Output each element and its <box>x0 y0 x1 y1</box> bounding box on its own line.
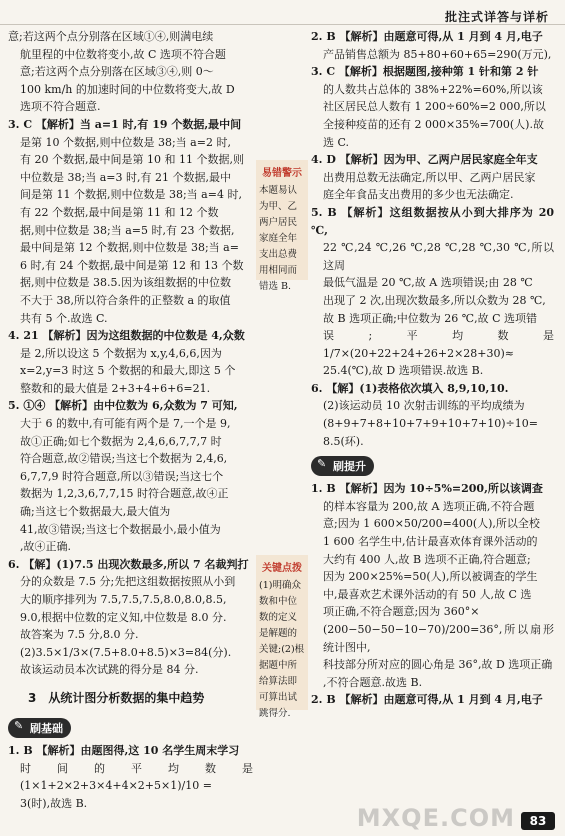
text-line: 故答案为 7.5 分,8.0 分. <box>20 628 139 642</box>
text-line: 有 22 个数据,最中间是第 11 和 12 个数 <box>20 205 219 219</box>
text-line: ,不符合题意.故选 B. <box>323 675 423 689</box>
page-number: 83 <box>521 812 555 830</box>
text-line: 41,故③错误;当这七个数据最小,最小值为 <box>20 522 221 536</box>
text-line: 25.4(℃),故 D 选项错误.故选 B. <box>323 364 484 378</box>
badge-advanced: ✎ 刷提升 <box>311 456 374 476</box>
text-line: 项正确,不符合题意;因为 360°× <box>323 605 480 619</box>
answer-2: 2. B 【解析】由题意可得,从 1 月到 4 月,电子 <box>311 30 543 43</box>
text-line: 故 B 选项正确;中位数为 26 ℃,故 C 选项错 <box>323 311 537 325</box>
text-line: 出现了 2 次,出现次数最多,所以众数为 28 ℃, <box>323 293 546 307</box>
side-note-warning <box>256 160 308 292</box>
text-line: 中,最喜欢艺术课外活动的有 50 人,故 C 选 <box>323 587 532 601</box>
text-line: 庭全年食品支出费用的多少也无法确定. <box>323 188 514 202</box>
text-line: 故该运动员本次试跳的得分是 84 分. <box>20 663 199 677</box>
side-note-key-point <box>256 555 308 719</box>
answer-6: 6. 【解】(1)表格依次填入 8,9,10,10. <box>311 381 509 395</box>
formula-line: (200−50−50−10−70)/200=36°,所以扇形统计图中, <box>323 623 554 654</box>
text-line: 不大于 38,所以符合条件的正整数 a 的取值 <box>20 293 231 307</box>
text-line: 是第 10 个数据,则中位数是 38;当 a=2 时, <box>20 135 231 149</box>
answer-3: 3. C 【解析】当 a=1 时,有 19 个数据,最中间 <box>8 117 242 131</box>
text-line: 3(时),故选 B. <box>20 796 88 810</box>
watermark: MXQE.COM <box>356 804 515 832</box>
answer-4: 4. 21 【解析】因为这组数据的中位数是 4,众数 <box>8 329 245 343</box>
text-line: 出费用总数无法确定,所以甲、乙两户居民家 <box>323 170 536 184</box>
text-line: 分的众数是 7.5 分;先把这组数据按照从小到 <box>20 575 236 589</box>
text-line: 科技部分所对应的圆心角是 36°,故 D 选项正确 <box>323 658 553 672</box>
side-note-title: 易错警示 <box>262 168 302 179</box>
text-line: 整数和的最大值是 2+3+4+6+6=21. <box>20 381 211 395</box>
formula-line: 时间的平均数是 (1×1+2×2+3×4+4×2+5×1)/10 = <box>20 761 253 793</box>
text-line: 中位数是 38;当 a=3 时,有 21 个数据,最中 <box>20 170 231 184</box>
text-line: ,故④正确. <box>20 540 71 554</box>
text-line: 大的顺序排列为 7.5,7.5,7.5,8.0,8.0,8.5, <box>20 593 227 606</box>
text-line: 22 ℃,24 ℃,26 ℃,28 ℃,28 ℃,30 ℃,所以这周 <box>323 241 554 272</box>
text-line: 6,7,7,9 时符合题意,所以③错误;当这七个 <box>20 469 224 483</box>
text-line: 意;若这两个点分别落在区域①④,则满电续 <box>8 30 214 43</box>
answer-2b: 2. B 【解析】由题意可得,从 1 月到 4 月,电子 <box>311 693 543 707</box>
section-title: 3 从统计图分析数据的集中趋势 <box>28 690 205 705</box>
answer-3: 3. C 【解析】根据题图,接种第 1 针和第 2 针 <box>311 65 539 79</box>
text-line: 大于 6 的数中,有可能有两个是 7,一个是 9, <box>20 417 231 431</box>
side-note-text: 本题易认为甲、乙两户居民家庭全年支出总费用相同而错选 B. <box>259 185 298 292</box>
text-line: 确;当这七个数据最大,最大值为 <box>20 505 171 519</box>
text-line: 社区居民总人数有 1 200÷60%=2 000,所以 <box>323 100 546 114</box>
formula-line: 意;因为 1 600×50/200=400(人),所以全校 <box>323 517 540 531</box>
answer-6: 6. 【解】(1)7.5 出现次数最多,所以 7 名裁判打 <box>8 557 249 571</box>
text-line: 故①正确;如七个数据为 2,4,6,6,7,7,7 时 <box>20 434 222 448</box>
text-line: 航里程的中位数将变小,故 C 选项不符合题 <box>20 47 226 61</box>
text-line: 最中间是第 12 个数据,则中位数是 38;当 a= <box>20 241 239 255</box>
text-line: 因为 200×25%=50(人),所以被调查的学生 <box>323 570 538 584</box>
answer-5: 5. B 【解析】这组数据按从小到大排序为 20 ℃, <box>311 205 554 237</box>
right-column <box>311 28 554 709</box>
text-line: 有 20 个数据,最中间是第 10 和 11 个数据,则 <box>20 153 244 167</box>
text-line: 9.0,根据中位数的定义知,中位数是 8.0 分. <box>20 610 227 624</box>
text-line: 据,则中位数是 38;当 a=5 时,有 23 个数据, <box>20 223 235 237</box>
text-line: x=2,y=3 时这 5 个数据的和最大,即这 5 个 <box>20 364 236 378</box>
formula-line: (2)3.5×1/3×(7.5+8.0+8.5)×3=84(分). <box>20 645 232 659</box>
side-note-text: (1)明确众数和中位数的定义是解题的关键;(2)根据题中所给算法即可算出试跳得分. <box>259 580 305 719</box>
text-line: 8.5(环). <box>323 434 364 448</box>
text-line: (2)该运动员 10 次射击训练的平均成绩为 <box>323 399 525 413</box>
text-line: 是 2,所以设这 5 个数据为 x,y,4,6,6,因为 <box>20 346 222 360</box>
answer-1: 1. B 【解析】由题图得,这 10 名学生周末学习 <box>8 743 240 757</box>
badge-basic: ✎ 刷基础 <box>8 718 71 738</box>
text-line: 符合题意,故②错误;当这七个数据为 2,4,6, <box>20 452 228 466</box>
answer-4: 4. D 【解析】因为甲、乙两户居民家庭全年支 <box>311 153 538 167</box>
answer-5: 5. ①④ 【解析】由中位数为 6,众数为 7 可知, <box>8 399 238 413</box>
text-line: 的样本容量为 200,故 A 选项正确,不符合题 <box>323 499 535 513</box>
left-column <box>8 28 253 812</box>
header-divider <box>0 24 565 25</box>
text-line: 产品销售总额为 85+80+60+65=290(万元), <box>323 47 552 61</box>
text-line: 100 km/h 的加速时间的中位数将变大,故 D <box>20 82 235 96</box>
text-line: 最低气温是 20 ℃,故 A 选项错误;由 28 ℃ <box>323 276 533 290</box>
formula-line: 误;平均数是 1/7×(20+22+24+26+2×28+30)≈ <box>323 329 554 360</box>
text-line: 选项不符合题意. <box>20 100 101 114</box>
text-line: 6 时,有 24 个数据,最中间是第 12 和 13 个数 <box>20 258 244 272</box>
text-line: 大约有 400 人,故 B 选项不正确,符合题意; <box>323 552 531 566</box>
text-line: 全接种疫苗的还有 2 000×35%=700(人).故 <box>323 117 544 131</box>
text-line: 共有 5 个.故选 C. <box>20 311 108 325</box>
answer-1: 1. B 【解析】因为 10÷5%=200,所以该调查 <box>311 482 543 496</box>
text-line: 的人数共占总体的 38%+22%=60%,所以该 <box>323 82 543 96</box>
text-line: 据,则中位数是 38.5.因为该组数据的中位数 <box>20 276 231 290</box>
text-line: 数据为 1,2,3,6,7,7,15 时符合题意,故④正 <box>20 487 229 501</box>
text-line: 选 C. <box>323 135 350 149</box>
text-line: 1 600 名学生中,估计最喜欢体育课外活动的 <box>323 535 538 549</box>
formula-line: (8+9+7+8+10+7+9+10+7+10)÷10= <box>323 417 538 431</box>
side-note-title: 关键点拨 <box>262 563 302 574</box>
header-title: 批注式详答与详析 <box>444 10 549 24</box>
text-line: 意;若这两个点分别落在区域③④,则 0～ <box>20 65 214 79</box>
text-line: 间是第 11 个数据,则中位数是 38;当 a=4 时, <box>20 188 242 202</box>
